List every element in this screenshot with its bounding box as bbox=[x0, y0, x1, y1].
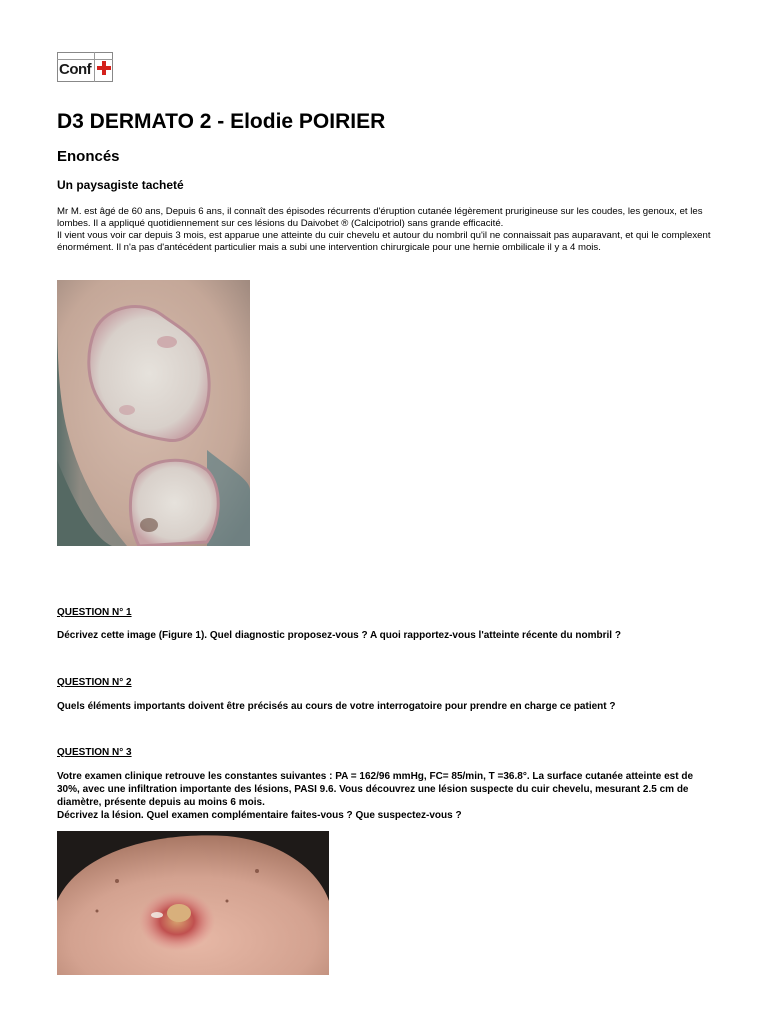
page-title: D3 DERMATO 2 - Elodie POIRIER bbox=[57, 110, 386, 133]
case-description bbox=[57, 206, 711, 254]
figure-2-scalp-lesion-photo bbox=[57, 831, 329, 975]
question-3-paragraph-2: Décrivez la lésion. Quel examen complémentaire faites-vous ? Que suspectez-vous ? bbox=[57, 810, 462, 821]
figure-1-elbow-photo bbox=[57, 280, 250, 546]
section-subtitle: Enoncés bbox=[57, 148, 120, 165]
question-1-line: Décrivez cette image (Figure 1). Quel diagnostic proposez-vous ? A quoi rapportez-vous l'atteinte récente du nombril ? bbox=[57, 630, 621, 641]
conf-plus-logo bbox=[57, 52, 113, 82]
question-1-text bbox=[57, 629, 707, 642]
question-2-line: Quels éléments importants doivent être précisés au cours de votre interrogatoire pour prendre en charge ce patient ? bbox=[57, 701, 616, 712]
intro-paragraph-2: Il vient vous voir car depuis 3 mois, est apparue une atteinte du cuir chevelu et autour du nombril qu'il ne connaissait pas auparavant, et qui le complexent énormément. Il n'a pas d'antécédent particulier mais a subi une intervention chirurgicale pour une hernie ombilicale il y a 4 mois. bbox=[57, 230, 711, 253]
case-title: Un paysagiste tacheté bbox=[57, 178, 184, 192]
question-3-heading: QUESTION N° 3 bbox=[57, 747, 132, 758]
red-cross-icon bbox=[97, 61, 111, 75]
logo-text: Conf bbox=[59, 61, 92, 78]
question-2-heading: QUESTION N° 2 bbox=[57, 677, 132, 688]
question-3-paragraph-1: Votre examen clinique retrouve les constantes suivantes : PA = 162/96 mmHg, FC= 85/min, T =36.8°. La surface cutanée atteinte est de 30%, avec une infiltration importante des lésions, PASI 9.6. Vous découvrez une lésion suspecte du cuir chevelu, mesurant 2.5 cm de diamètre, présente depuis au moins 6 mois. bbox=[57, 771, 694, 808]
question-1-heading: QUESTION N° 1 bbox=[57, 607, 132, 618]
question-3-text bbox=[57, 770, 707, 822]
intro-paragraph-1: Mr M. est âgé de 60 ans, Depuis 6 ans, il connaît des épisodes récurrents d'éruption cutanée légèrement prurigineuse sur les coudes, les genoux, et les lombes. Il a appliqué quotidiennement sur ces lésions du Daivobet ® (Calcipotriol) sans grande efficacité. bbox=[57, 206, 703, 229]
question-2-text bbox=[57, 700, 707, 713]
